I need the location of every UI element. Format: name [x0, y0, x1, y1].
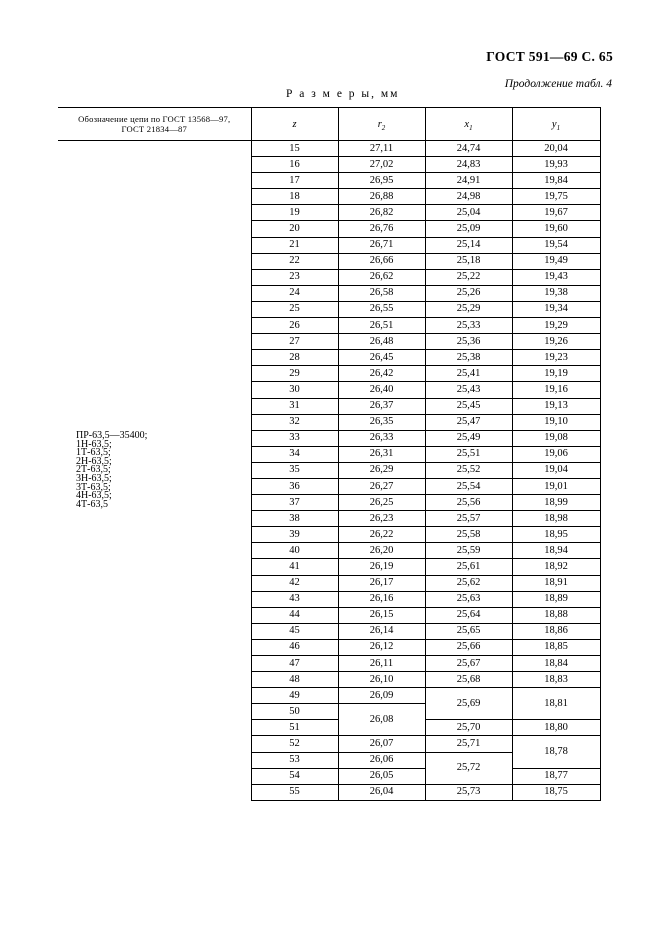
z-cell: 18 [251, 189, 338, 205]
x1-cell: 25,64 [425, 607, 512, 623]
z-cell: 32 [251, 414, 338, 430]
z-cell: 29 [251, 366, 338, 382]
r2-cell: 26,05 [338, 768, 425, 784]
x1-cell: 25,09 [425, 221, 512, 237]
x1-cell: 25,59 [425, 543, 512, 559]
x1-cell: 25,29 [425, 301, 512, 317]
y1-cell: 19,23 [512, 350, 600, 366]
r2-cell: 26,37 [338, 398, 425, 414]
r2-cell: 26,06 [338, 752, 425, 768]
y1-header-sub: 1 [556, 123, 561, 132]
y1-cell: 19,60 [512, 221, 600, 237]
designation-line: 4Т-63,5 [76, 498, 108, 510]
x1-cell: 25,70 [425, 720, 512, 736]
r2-cell: 26,11 [338, 656, 425, 672]
designation-line: 3Н-63,5; [76, 472, 112, 484]
x1-header-label: x [464, 118, 470, 130]
x1-cell: 25,56 [425, 495, 512, 511]
r2-cell: 26,15 [338, 607, 425, 623]
r2-cell: 26,08 [338, 704, 425, 736]
designation-line: 3Т-63,5; [76, 481, 111, 493]
z-header [251, 108, 338, 141]
z-cell: 16 [251, 157, 338, 173]
z-cell: 35 [251, 462, 338, 478]
r2-cell: 26,04 [338, 784, 425, 800]
r2-cell: 27,02 [338, 157, 425, 173]
z-cell: 21 [251, 237, 338, 253]
y1-cell: 18,78 [512, 736, 600, 768]
r2-cell: 26,88 [338, 189, 425, 205]
z-cell: 52 [251, 736, 338, 752]
r2-cell: 26,82 [338, 205, 425, 221]
y1-cell: 18,86 [512, 623, 600, 639]
x1-cell: 25,72 [425, 752, 512, 784]
z-cell: 53 [251, 752, 338, 768]
y1-cell: 19,04 [512, 462, 600, 478]
designation-line: 2Т-63,5; [76, 464, 111, 476]
x1-cell: 25,47 [425, 414, 512, 430]
r2-cell: 26,09 [338, 688, 425, 704]
designation-line: 4Н-63,5; [76, 490, 112, 502]
z-cell: 25 [251, 301, 338, 317]
y1-cell: 19,26 [512, 334, 600, 350]
z-cell: 20 [251, 221, 338, 237]
x1-cell: 25,26 [425, 285, 512, 301]
x1-cell: 25,71 [425, 736, 512, 752]
y1-cell: 18,91 [512, 575, 600, 591]
x1-header [425, 108, 512, 141]
r2-header-label: r [377, 118, 382, 130]
r2-header-sub: 2 [381, 123, 386, 132]
z-cell: 30 [251, 382, 338, 398]
z-cell: 17 [251, 173, 338, 189]
y1-cell: 18,88 [512, 607, 600, 623]
y1-cell: 19,13 [512, 398, 600, 414]
y1-cell: 19,19 [512, 366, 600, 382]
r2-cell: 26,62 [338, 269, 425, 285]
designation-line: 2Н-63,5; [76, 455, 112, 467]
y1-cell: 18,85 [512, 639, 600, 655]
x1-cell: 25,62 [425, 575, 512, 591]
z-cell: 43 [251, 591, 338, 607]
z-cell: 37 [251, 495, 338, 511]
chain-designation-cell [58, 141, 251, 801]
y1-cell: 18,84 [512, 656, 600, 672]
x1-cell: 25,67 [425, 656, 512, 672]
y1-cell: 19,43 [512, 269, 600, 285]
r2-cell: 26,17 [338, 575, 425, 591]
r2-cell: 26,58 [338, 285, 425, 301]
x1-cell: 24,98 [425, 189, 512, 205]
r2-cell: 26,95 [338, 173, 425, 189]
z-cell: 34 [251, 446, 338, 462]
x1-cell: 24,91 [425, 173, 512, 189]
z-cell: 41 [251, 559, 338, 575]
z-cell: 36 [251, 478, 338, 494]
r2-cell: 26,33 [338, 430, 425, 446]
y1-cell: 19,67 [512, 205, 600, 221]
z-cell: 46 [251, 639, 338, 655]
x1-header-sub: 1 [469, 123, 473, 132]
r2-cell: 26,20 [338, 543, 425, 559]
y1-cell: 18,77 [512, 768, 600, 784]
x1-cell: 25,22 [425, 269, 512, 285]
z-cell: 27 [251, 334, 338, 350]
z-cell: 47 [251, 656, 338, 672]
r2-cell: 26,12 [338, 639, 425, 655]
y1-cell: 19,16 [512, 382, 600, 398]
y1-cell: 19,84 [512, 173, 600, 189]
x1-cell: 25,73 [425, 784, 512, 800]
z-cell: 55 [251, 784, 338, 800]
x1-cell: 24,83 [425, 157, 512, 173]
r2-cell: 26,51 [338, 318, 425, 334]
r2-cell: 26,40 [338, 382, 425, 398]
r2-cell: 26,29 [338, 462, 425, 478]
table-row [58, 141, 600, 157]
x1-cell: 25,33 [425, 318, 512, 334]
z-cell: 31 [251, 398, 338, 414]
y1-cell: 19,93 [512, 157, 600, 173]
z-cell: 51 [251, 720, 338, 736]
z-cell: 33 [251, 430, 338, 446]
y1-cell: 18,95 [512, 527, 600, 543]
r2-cell: 26,23 [338, 511, 425, 527]
z-cell: 26 [251, 318, 338, 334]
r2-cell: 27,11 [338, 141, 425, 157]
x1-cell: 25,38 [425, 350, 512, 366]
y1-cell: 19,49 [512, 253, 600, 269]
x1-cell: 25,66 [425, 639, 512, 655]
z-cell: 45 [251, 623, 338, 639]
z-cell: 39 [251, 527, 338, 543]
r2-cell: 26,25 [338, 495, 425, 511]
r2-cell: 26,27 [338, 478, 425, 494]
x1-cell: 25,49 [425, 430, 512, 446]
x1-cell: 25,61 [425, 559, 512, 575]
z-cell: 54 [251, 768, 338, 784]
x1-cell: 25,36 [425, 334, 512, 350]
x1-cell: 25,18 [425, 253, 512, 269]
page-header: ГОСТ 591—69 С. 65 [486, 49, 613, 64]
x1-cell: 25,54 [425, 478, 512, 494]
y1-cell: 19,38 [512, 285, 600, 301]
r2-cell: 26,22 [338, 527, 425, 543]
y1-cell: 18,99 [512, 495, 600, 511]
x1-cell: 25,58 [425, 527, 512, 543]
y1-cell: 18,94 [512, 543, 600, 559]
y1-cell: 18,89 [512, 591, 600, 607]
x1-cell: 25,65 [425, 623, 512, 639]
y1-header [512, 108, 600, 141]
table-continuation-note: Продолжение табл. 4 [504, 78, 612, 90]
y1-cell: 18,80 [512, 720, 600, 736]
r2-cell: 26,31 [338, 446, 425, 462]
r2-cell: 26,66 [338, 253, 425, 269]
designation-header [58, 108, 251, 141]
r2-cell: 26,48 [338, 334, 425, 350]
r2-cell: 26,55 [338, 301, 425, 317]
z-cell: 38 [251, 511, 338, 527]
designation-header-line2: ГОСТ 21834—87 [121, 124, 187, 134]
y1-cell: 20,04 [512, 141, 600, 157]
y1-cell: 18,83 [512, 672, 600, 688]
x1-cell: 25,14 [425, 237, 512, 253]
r2-cell: 26,45 [338, 350, 425, 366]
y1-cell: 19,54 [512, 237, 600, 253]
table-header-row [58, 108, 600, 141]
z-cell: 42 [251, 575, 338, 591]
x1-cell: 25,45 [425, 398, 512, 414]
y1-cell: 18,81 [512, 688, 600, 720]
x1-cell: 25,43 [425, 382, 512, 398]
z-cell: 40 [251, 543, 338, 559]
x1-cell: 25,04 [425, 205, 512, 221]
y1-cell: 19,10 [512, 414, 600, 430]
z-cell: 48 [251, 672, 338, 688]
sizes-caption: Р а з м е р ы, мм [286, 88, 400, 100]
z-cell: 24 [251, 285, 338, 301]
x1-cell: 25,57 [425, 511, 512, 527]
y1-cell: 19,29 [512, 318, 600, 334]
r2-cell: 26,76 [338, 221, 425, 237]
y1-cell: 18,98 [512, 511, 600, 527]
designation-line: 1Н-63,5; [76, 438, 112, 450]
r2-cell: 26,71 [338, 237, 425, 253]
r2-cell: 26,35 [338, 414, 425, 430]
r2-cell: 26,14 [338, 623, 425, 639]
x1-cell: 25,68 [425, 672, 512, 688]
y1-cell: 19,34 [512, 301, 600, 317]
y1-cell: 19,75 [512, 189, 600, 205]
z-cell: 50 [251, 704, 338, 720]
y1-cell: 18,75 [512, 784, 600, 800]
x1-cell: 24,74 [425, 141, 512, 157]
x1-cell: 25,52 [425, 462, 512, 478]
r2-cell: 26,42 [338, 366, 425, 382]
r2-header [338, 108, 425, 141]
x1-cell: 25,63 [425, 591, 512, 607]
x1-cell: 25,69 [425, 688, 512, 720]
z-header-label: z [292, 118, 297, 130]
r2-cell: 26,16 [338, 591, 425, 607]
z-cell: 22 [251, 253, 338, 269]
designation-line: 1Т-63,5; [76, 447, 111, 459]
z-cell: 15 [251, 141, 338, 157]
z-cell: 28 [251, 350, 338, 366]
designation-header-line1: Обозначение цепи по ГОСТ 13568—97, [78, 114, 231, 124]
dimensions-table [58, 107, 601, 801]
y1-cell: 19,01 [512, 478, 600, 494]
designation-line: ПР-63,5—35400; [76, 430, 148, 441]
r2-cell: 26,07 [338, 736, 425, 752]
z-cell: 23 [251, 269, 338, 285]
r2-cell: 26,10 [338, 672, 425, 688]
z-cell: 44 [251, 607, 338, 623]
y1-cell: 19,06 [512, 446, 600, 462]
z-cell: 19 [251, 205, 338, 221]
x1-cell: 25,51 [425, 446, 512, 462]
x1-cell: 25,41 [425, 366, 512, 382]
y1-cell: 19,08 [512, 430, 600, 446]
z-cell: 49 [251, 688, 338, 704]
r2-cell: 26,19 [338, 559, 425, 575]
y1-cell: 18,92 [512, 559, 600, 575]
y1-header-label: y [551, 118, 557, 130]
